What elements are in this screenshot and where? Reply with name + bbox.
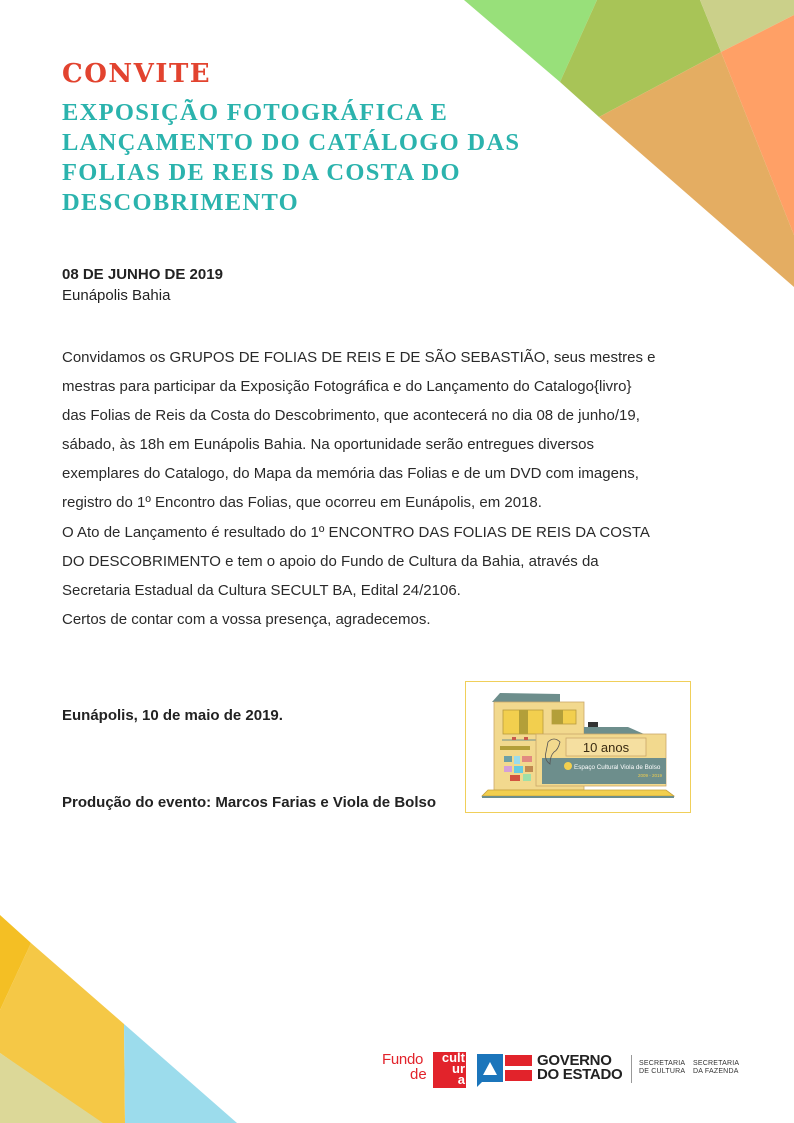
headline-line: FOLIAS DE REIS DA COSTA DO — [62, 159, 461, 186]
event-production-credit: Produção do evento: Marcos Farias e Viola de Bolso — [62, 794, 436, 811]
event-date: 08 DE JUNHO DE 2019 — [62, 266, 223, 283]
de-word: de — [410, 1066, 427, 1083]
headline-line: LANÇAMENTO DO CATÁLOGO DAS — [62, 129, 521, 156]
governo-line: GOVERNO — [537, 1052, 612, 1069]
body-line: DO DESCOBRIMENTO e tem o apoio do Fundo de Cultura da Bahia, através da — [62, 552, 599, 570]
caption-espaco-cultural: Espaço Cultural Viola de Bolso — [574, 764, 661, 771]
bottom-left-decoration — [0, 900, 260, 1123]
governo-title — [537, 1054, 622, 1082]
body-line: Convidamos os GRUPOS DE FOLIAS DE REIS E DE SÃO SEBASTIÃO, seus mestres e — [62, 349, 656, 366]
title-block — [62, 57, 582, 218]
event-location: Eunápolis Bahia — [62, 287, 171, 304]
deco-blue-shape — [124, 1024, 237, 1123]
invitation-body — [62, 343, 682, 634]
invitation-label: CONVITE — [62, 59, 212, 89]
headline-line: DESCOBRIMENTO — [62, 189, 299, 216]
secretaria-line: SECRETARIA — [693, 1060, 740, 1067]
governo-do-estado-logo — [477, 1053, 747, 1087]
secretaria-fazenda — [693, 1060, 739, 1076]
body-line: registro do 1º Encontro das Folias, que ocorreu em Eunápolis, em 2018. — [62, 494, 542, 512]
cultura-block-line: a — [457, 1072, 465, 1087]
caption-years: 2009 - 2019 — [637, 773, 662, 778]
body-line: exemplares do Catalogo, do Mapa da memória das Folias e de um DVD com imagens, — [62, 465, 639, 483]
secretaria-cultura — [639, 1060, 685, 1076]
badge-10-anos: 10 anos — [582, 740, 630, 755]
viola-de-bolso-illustration — [465, 681, 691, 813]
sponsor-logos — [380, 1050, 750, 1090]
event-headline — [62, 98, 582, 218]
secretaria-line: DE CULTURA — [639, 1068, 686, 1075]
cultura-block-line: ur — [452, 1061, 465, 1076]
event-info — [62, 264, 223, 306]
building-illustration — [466, 682, 692, 814]
body-line: Secretaria Estadual da Cultura SECULT BA, Edital 24/2106. — [62, 581, 461, 599]
fundo-word: Fundo — [382, 1051, 424, 1068]
fundo-de-cultura-logo — [382, 1052, 466, 1088]
cultura-block-line: cult — [441, 1050, 465, 1065]
body-line: sábado, às 18h em Eunápolis Bahia. Na oportunidade serão entregues diversos — [62, 436, 595, 454]
headline-line: EXPOSIÇÃO FOTOGRÁFICA E — [62, 99, 449, 126]
body-line: Certos de contar com a vossa presença, agradecemos. — [62, 610, 431, 628]
body-line: das Folias de Reis da Costa do Descobrimento, que acontecerá no dia 08 de junho/19, — [62, 407, 640, 425]
body-line: mestras para participar da Exposição Fotográfica e do Lançamento do Catalogo{livro} — [62, 378, 632, 396]
cultura-block — [433, 1052, 466, 1088]
secretaria-line: DA FAZENDA — [693, 1068, 739, 1075]
secretaria-line: SECRETARIA — [639, 1060, 686, 1067]
bahia-flag-icon — [477, 1053, 535, 1087]
governo-line: DO ESTADO — [537, 1066, 623, 1083]
body-line: O Ato de Lançamento é resultado do 1º ENCONTRO DAS FOLIAS DE REIS DA COSTA — [62, 523, 650, 541]
logo-divider — [631, 1055, 632, 1083]
place-and-date: Eunápolis, 10 de maio de 2019. — [62, 707, 283, 724]
